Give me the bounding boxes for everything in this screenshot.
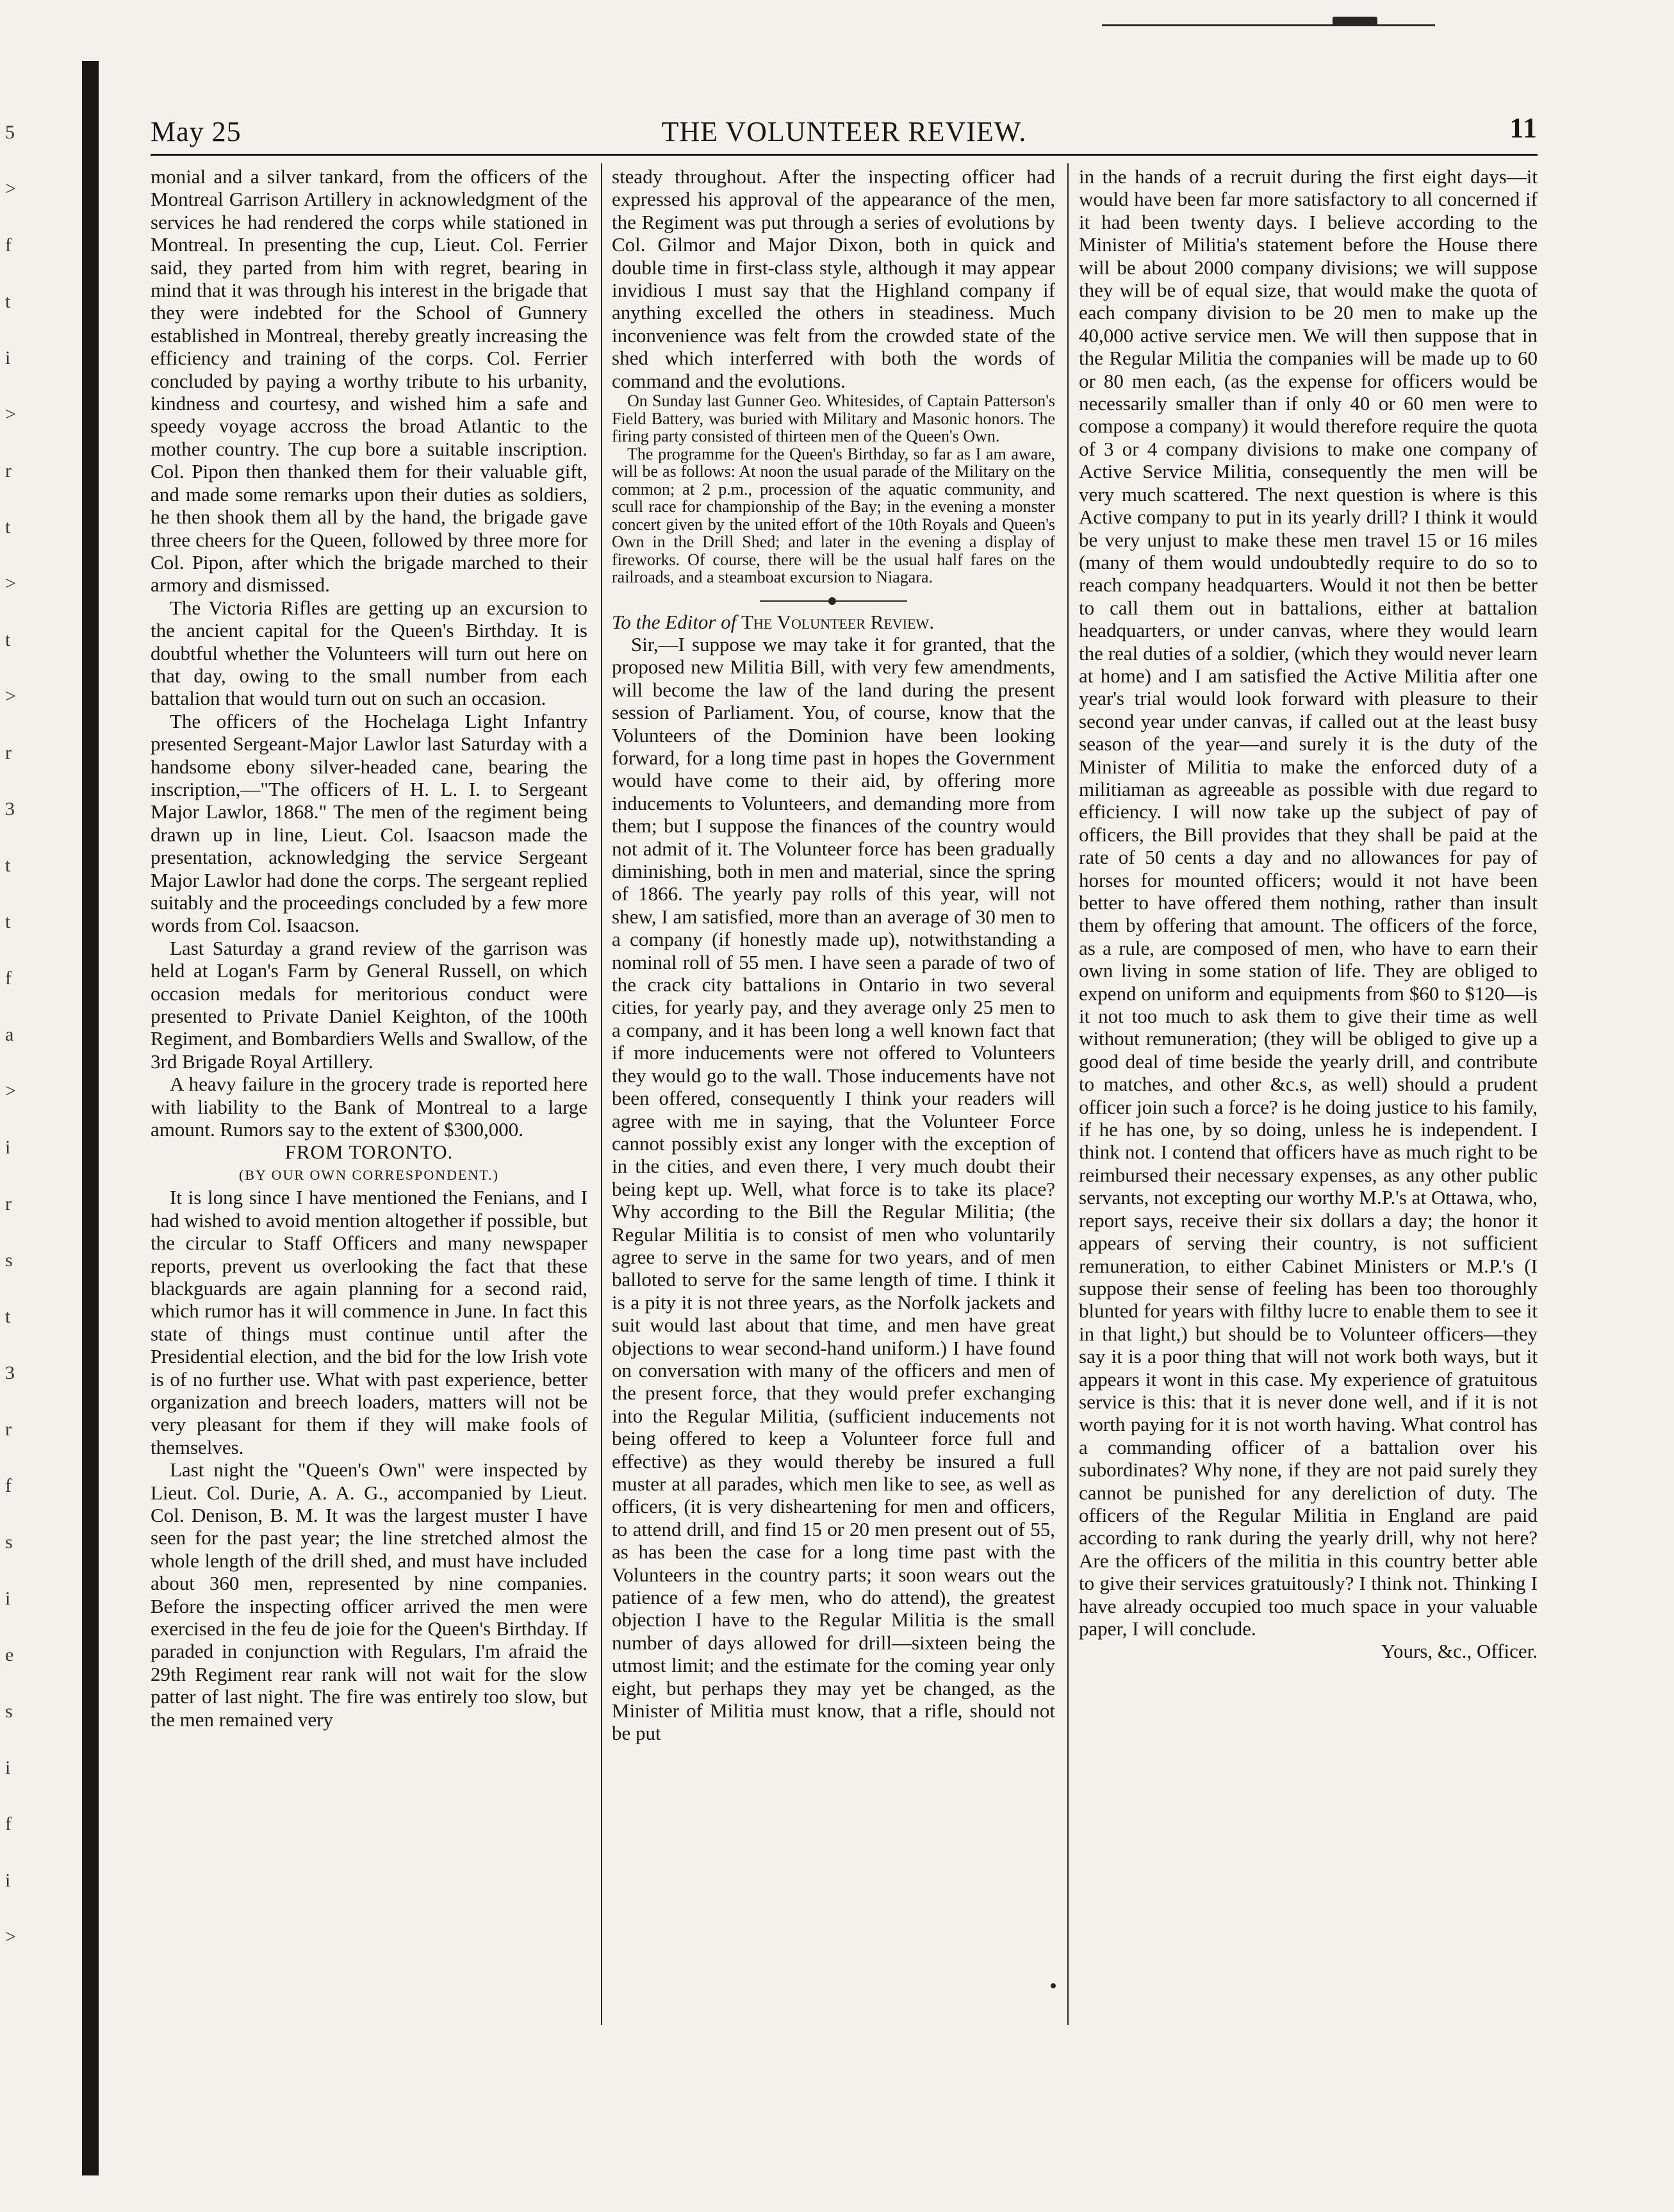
article-paragraph: A heavy failure in the grocery trade is reported here with liability to the Bank of Montreal to a large amount. Rumors say to the extent of $300,000. [151, 1073, 587, 1141]
margin-glyph: r [5, 460, 12, 481]
letter-heading [612, 611, 1055, 633]
section-separator [760, 600, 907, 602]
letter-signoff: Yours, &c., Officer. [1381, 1640, 1538, 1663]
article-paragraph: The officers of the Hochelaga Light Infantry presented Sergeant-Major Lawlor last Saturday with a handsome ebony silver-headed cane, bearing the inscription,—"The officers of H. L. I. to Sergeant Major Lawlor, 1868." The men of the regiment being drawn up in line, Lieut. Col. Isaacson made the presentation, acknowledging the service Sergeant Major Lawlor had done the corps. The sergeant replied suitably and the proceedings concluded by a few more words from Col. Isaacson. [151, 709, 587, 937]
margin-glyph: f [5, 1813, 12, 1835]
letter-heading-paper: The Volunteer Review. [741, 610, 935, 633]
margin-glyph: f [5, 235, 12, 256]
margin-glyph: t [5, 291, 11, 312]
margin-glyph: > [5, 178, 16, 199]
margin-glyph: t [5, 1306, 11, 1327]
margin-glyph: a [5, 1024, 14, 1045]
page-header [151, 108, 1538, 153]
page-number: 11 [1509, 112, 1538, 144]
margin-glyph: r [5, 1419, 12, 1440]
margin-glyph: s [5, 1701, 13, 1722]
margin-glyph: 5 [5, 122, 15, 143]
article-paragraph: The programme for the Queen's Birthday, so far as I am aware, will be as follows: At noon the usual parade of the Military on the common; at 2 p.m., procession of the aquatic community, and scull race for championship of the Bay; in the evening a monster concert given by the united effort of the 10th Royals and Queen's Own in the Drill Shed; and later in the evening a display of fireworks. Of course, there will be the usual half fares on the railroads, and a steamboat excursion to Niagara. [612, 444, 1055, 587]
margin-glyph: f [5, 968, 12, 989]
header-rule [151, 154, 1538, 156]
margin-glyph: > [5, 1080, 16, 1102]
left-margin-bleed [0, 122, 26, 2044]
column-3 [1079, 165, 1538, 2027]
article-paragraph: The Victoria Rifles are getting up an excursion to the ancient capital for the Queen's Birthday. It is doubtful whether the Volunteers will turn out here on that day, owing to the small number from each battalion that would turn out on such an occasion. [151, 596, 587, 710]
margin-glyph: s [5, 1250, 13, 1271]
column-divider [601, 163, 602, 2025]
margin-glyph: i [5, 1870, 11, 1891]
margin-glyph: i [5, 347, 11, 368]
margin-glyph: > [5, 686, 16, 707]
margin-glyph: t [5, 516, 11, 538]
newspaper-title: THE VOLUNTEER REVIEW. [661, 116, 1027, 147]
byline: (BY OUR OWN CORRESPONDENT.) [239, 1166, 499, 1183]
margin-glyph: > [5, 573, 16, 594]
top-scan-rule [1102, 24, 1435, 26]
article-paragraph: Last Saturday a grand review of the garrison was held at Logan's Farm by General Russell, on which occasion medals for meritorious conduct were presented to Private Daniel Keighton, of the 100th Regiment, and Bombardiers Wells and Swallow, of the 3rd Brigade Royal Artillery. [151, 936, 587, 1073]
margin-glyph: 3 [5, 798, 15, 820]
top-ink-mark [1333, 17, 1377, 26]
article-paragraph: Sir,—I suppose we may take it for granted, that the proposed new Militia Bill, with very few amendments, will become the law of the land during the present session of Parliament. You, of course, know that the Volunteers of the Dominion have been looking forward, for a long time past in hopes the Government would have come to their aid, by offering more inducements to Volunteers, and demanding more from them; but I suppose the finances of the country would not admit of it. The Volunteer force has been gradually diminishing, both in men and material, since the spring of 1866. The yearly pay rolls of this year, will not shew, I am satisfied, more than an average of 30 men to a company (if honestly made up), notwithstanding a nominal roll of 55 men. I have seen a parade of two of the crack city battalions in Ontario in two several cities, for yearly pay, and they average only 25 men to a company, and it has been long a well known fact that if more inducements were not offered to Volunteers they would go to the wall. Those inducements have not been offered, consequently I think your readers will agree with me in saying, that the Volunteer Force cannot possibly exist any longer with the exception of in the cities, and even there, I very much doubt their being kept up. Well, what force is to take its place? Why according to the Bill the Regular Militia; (the Regular Militia is to consist of men who voluntarily agree to serve in the same for two years, and of men balloted to serve for the same length of time. I think it is a pity it is not three years, as the Norfolk jackets and suit would last about that time, and men have great objections to wear second-hand uniform.) I have found on conversation with many of the officers and men of the present force, that they would prefer exchanging into the Regular Militia, (sufficient inducements not being offered to keep a Volunteer force full and effective) as they would thereby be insured a full muster at all parades, which men like to see, as well as officers, (it is very disheartening for men and officers, to attend drill, and find 15 or 20 men present out of 55, as has been the case for a long time past with the Volunteers in the country parts; it soon wears out the patience of a few men, who do attend), the greatest objection I have to the Regular Militia is the small number of days allowed for drill—sixteen being the utmost limit; and the estimate for the coming year only eight, but perhaps they may yet be changed, as the Minister of Militia must know, that a rifle, should not be put [612, 632, 1055, 1745]
letter-heading-prefix: To the Editor of [612, 610, 737, 633]
margin-glyph: t [5, 629, 11, 650]
margin-glyph: t [5, 911, 11, 932]
article-paragraph: monial and a silver tankard, from the officers of the Montreal Garrison Artillery in acknowledgment of the services he had rendered the corps while stationed in Montreal. In presenting the cup, Lieut. Col. Ferrier said, they parted from him with regret, bearing in mind that it was through his interest in the brigade that they were indebted for the School of Gunnery established in Montreal, thereby greatly increasing the efficiency and training of the corps. Col. Ferrier concluded by paying a worthy tribute to his urbanity, kindness and courtesy, and wished him a safe and speedy voyage accross the broad Atlantic to the mother country. The cup bore a suitable inscription. Col. Pipon then thanked them for their valuable gift, and made some remarks upon their duties as soldiers, he then shook them all by the hand, the brigade gave three cheers for the Queen, followed by three more for Col. Pipon, after which the brigade marched to their armory and dismissed. [151, 165, 587, 597]
article-paragraph: in the hands of a recruit during the first eight days—it would have been far more satisfactory to all concerned if it had been twenty days. I believe according to the Minister of Militia's statement before the House there will be about 2000 company divisions; we will suppose they will be of equal size, that would make the quota of each company division to be 20 men to make up the 40,000 active service men. We will then suppose that in the Regular Militia the companies will be made up to 60 or 80 men each, (as the expense for officers would be necessarily smaller than if only 40 or 60 men were to compose a company) it would therefore require the quota of 3 or 4 company divisions to make one company of Active Service Militia, consequently the men will be very much scattered. The next question is where is this Active company to put in its yearly drill? I think it would be very unjust to make these men travel 15 or 16 miles (many of them would undoubtedly require to do so to reach company headquarters. Would it not then be better to call them out in battalions, either at battalion headquarters, or under canvas, where they would learn the real duties of a soldier, (which they would never learn at home) and I am satisfied the Active Militia after one year's trial would look forward with pleasure to their second year under canvas, if called out at the least busy season of the year—and surely it is the duty of the Minister of Militia to make the enforced duty of a militiaman as agreeable as possible with due regard to efficiency. I will now take up the subject of pay of officers, the Bill provides that they shall be paid at the rate of 50 cents a day and no allowances for pay of horses for mounted officers; would it not have been better to have offered them nothing, rather than insult them by offering that amount. The officers of the force, as a rule, are composed of men, who have to earn their own living in some station of life. They are obliged to expend on uniform and equipments from $60 to $120—is it not too much to ask them to give their time as well without remuneration; (they will be obliged to give up a good deal of time beside the yearly drill, and contribute to matches, and other &c.s, as well) should a prudent officer join such a force? is he doing justice to his family, if he has one, by so doing, unless he is independent. I think not. I contend that officers have as much right to be reimbursed their necessary expenses, as any other public servants, not excepting our worthy M.P.'s at Ottawa, who, report says, receive their six dollars a day; the honor it appears of serving their country, is not sufficient remuneration, to either Cabinet Ministers or M.P.'s (I suppose their sense of feeling has been too thoroughly blunted for years with filthy lucre to enable them to see it in that light,) but should be to Volunteer officers—they say it is a poor thing that will not work both ways, but it appears it wont in this case. My experience of gratuitous service is this: that it is never done well, and if it is not worth paying for it is not worth having. What control has a commanding officer of a battalion over his subordinates? Why none, if they are not paid surely they cannot be punished for any dereliction of duty. The officers of the Regular Militia in England are paid according to rank during the yearly drill, why not here? Are the officers of the militia in this country better able to give their services gratuitously? I think not. Thinking I have already occupied too much space in your valuable paper, I will conclude. [1079, 165, 1538, 1640]
margin-glyph: r [5, 742, 12, 763]
article-paragraph: Last night the "Queen's Own" were inspected by Lieut. Col. Durie, A. A. G., accompanied by Lieut. Col. Denison, B. M. It was the largest muster I have seen for the past year; the line stretched almost the whole length of the drill shed, and must have included about 360 men, represented by nine companies. Before the inspecting officer arrived the men were exercised in the feu de joie for the Queen's Birthday. If paraded in conjunction with Regulars, I'm afraid the 29th Regiment rear rank will not wait for the slow patter of last night. The fire was entirely too slow, but the men remained very [151, 1458, 587, 1731]
margin-glyph: 3 [5, 1362, 15, 1383]
margin-glyph: f [5, 1475, 12, 1496]
scan-edge-bar [82, 61, 99, 2175]
article-paragraph: On Sunday last Gunner Geo. Whitesides, of Captain Patterson's Field Battery, was buried with Military and Masonic honors. The firing party consisted of thirteen men of the Queen's Own. [612, 392, 1055, 446]
column-2 [612, 165, 1055, 2027]
margin-glyph: i [5, 1757, 11, 1778]
column-1 [151, 165, 587, 2027]
margin-glyph: t [5, 855, 11, 876]
margin-glyph: e [5, 1644, 14, 1665]
section-heading: FROM TORONTO. [284, 1141, 454, 1164]
margin-glyph: > [5, 404, 16, 425]
column-divider [1067, 163, 1069, 2025]
margin-glyph: i [5, 1588, 11, 1609]
local-notes [612, 392, 1055, 586]
margin-glyph: s [5, 1531, 13, 1553]
article-paragraph: It is long since I have mentioned the Fenians, and I had wished to avoid mention altogether if possible, but the circular to Staff Officers and many newspaper reports, prevent us overlooking the fact that these blackguards are again planning for a second raid, which rumor has it will commence in June. In fact this state of things must continue until after the Presidential election, and the bid for the low Irish vote is of no further use. What with past experience, better organization and breech loaders, matters will not be very pleasant for them if they will make fools of themselves. [151, 1186, 587, 1458]
header-date: May 25 [151, 116, 242, 147]
article-paragraph: steady throughout. After the inspecting officer had expressed his approval of the appearance of the men, the Regiment was put through a series of evolutions by Col. Gilmor and Major Dixon, both in quick and double time in first-class style, although it may appear invidious I must say that the Highland company if anything excelled the others in steadiness. Much inconvenience was felt from the crowded state of the shed which interferred with both the words of command and the evolutions. [612, 165, 1055, 392]
margin-glyph: > [5, 1926, 16, 1947]
margin-glyph: r [5, 1193, 12, 1214]
margin-glyph: i [5, 1137, 11, 1158]
